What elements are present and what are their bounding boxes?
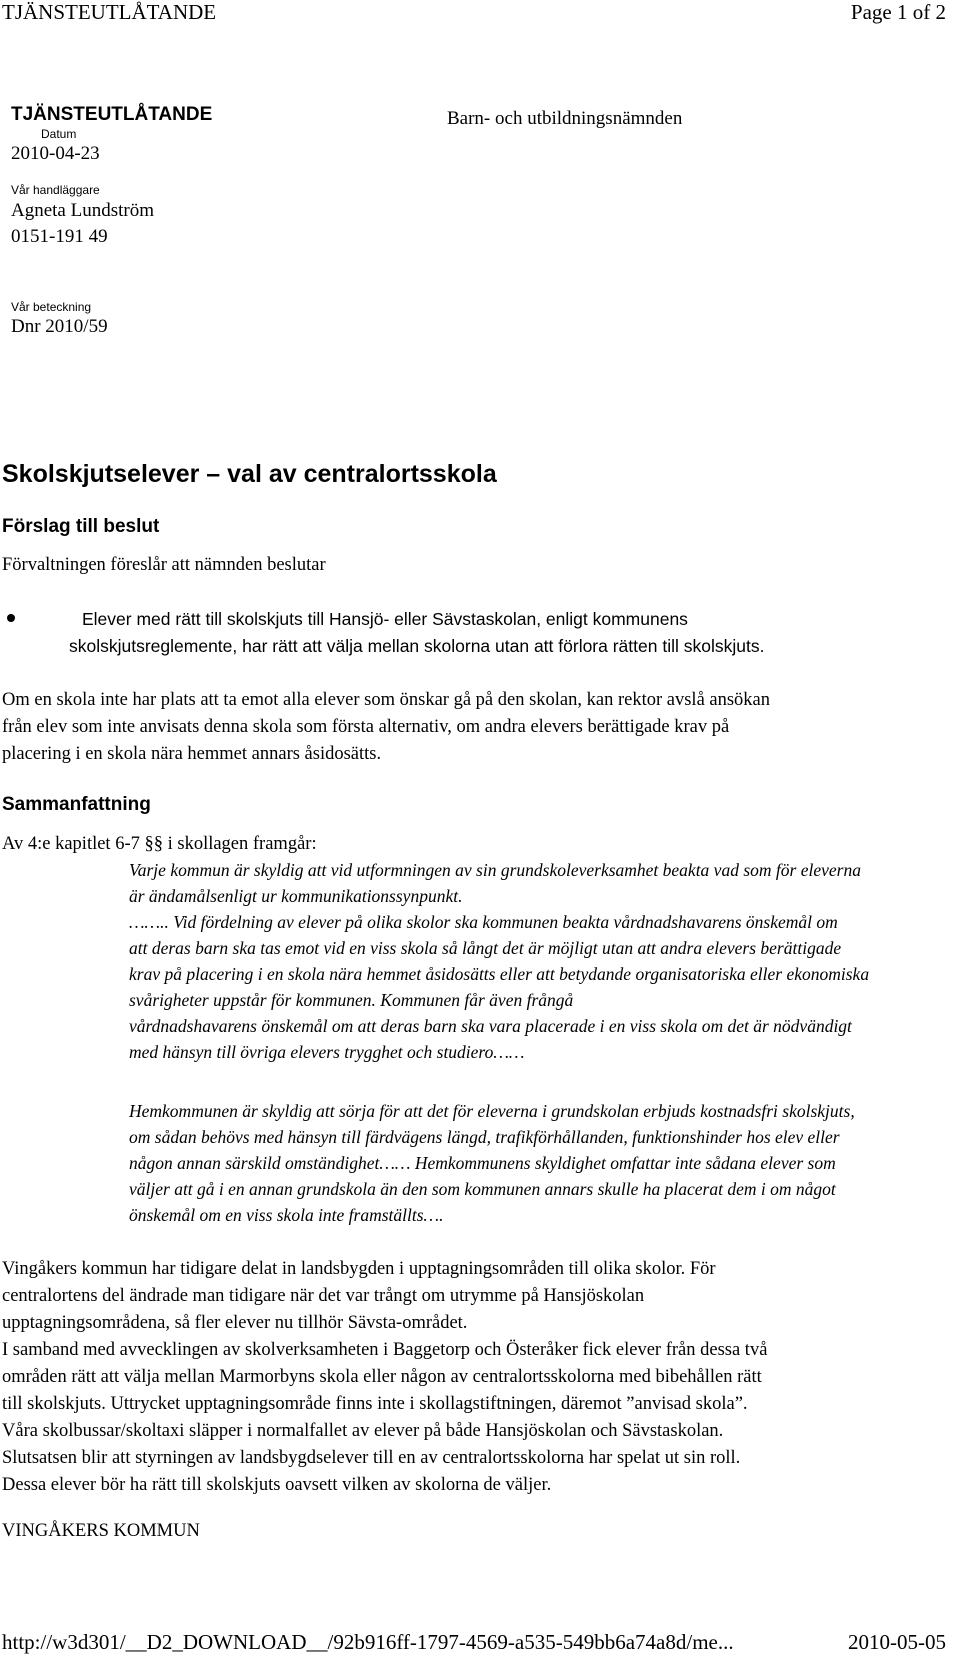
quote-line: Hemkommunen är skyldig att sörja för att det för eleverna i grundskolan erbjuds kostnadsfri skolskjuts, [129,1101,855,1121]
handler-label: Vår handläggare [11,183,100,197]
body-line: Våra skolbussar/skoltaxi släpper i normalfallet av elever på både Hansjöskolan och Sävstaskolan. [2,1421,724,1441]
body-line: Vingåkers kommun har tidigare delat in landsbygden i upptagningsområden till olika skolor. För [2,1259,716,1279]
quote-line: önskemål om en viss skola inte framställts…. [129,1205,444,1225]
body-line: Slutsatsen blir att styrningen av landsbygdselever till en av centralortsskolorna har spelat ut sin roll. [2,1448,741,1468]
proposal-intro: Förvaltningen föreslår att nämnden beslutar [2,555,326,575]
body-line: I samband med avvecklingen av skolverksamheten i Baggetorp och Österåker fick elever från dessa två [2,1340,768,1360]
summary-intro: Av 4:e kapitlet 6-7 §§ i skollagen framgår: [2,834,317,854]
reference-label: Vår beteckning [11,300,92,314]
handler-name: Agneta Lundström [11,200,155,221]
quote-line: om sådan behövs med hänsyn till färdvägens längd, trafikförhållanden, funktionshinder hos elev eller [129,1127,840,1147]
reference-value: Dnr 2010/59 [11,316,108,337]
bullet-line: Elever med rätt till skolskjuts till Hansjö- eller Sävstaskolan, enligt kommunens [82,609,688,629]
proposal-paragraph [2,687,942,768]
document-title: Skolskjutselever – val av centralortsskola [2,460,497,488]
print-header-page: Page 1 of 2 [850,0,946,24]
date-value: 2010-04-23 [11,143,100,164]
summary-heading: Sammanfattning [2,794,151,815]
paragraph-line: från elev som inte anvisats denna skola som första alternativ, om andra elevers berättigade krav på [2,717,730,737]
quote-line: med hänsyn till övriga elevers trygghet och studiero…… [129,1042,525,1062]
handler-phone: 0151-191 49 [11,226,108,247]
quote-line: svårigheter uppstår för kommunen. Kommunen får även frångå [129,990,574,1010]
proposal-heading: Förslag till beslut [2,516,160,537]
summary-body [2,1256,942,1499]
print-footer-date: 2010-05-05 [848,1630,946,1654]
paragraph-line: Om en skola inte har plats att ta emot alla elever som önskar gå på den skolan, kan rektor avslå ansökan [2,690,771,710]
print-header-title: TJÄNSTEUTLÅTANDE [2,0,217,24]
paragraph-line: placering i en skola nära hemmet annars åsidosätts. [2,744,382,764]
proposal-bullet [0,606,940,660]
quote-line: vårdnadshavarens önskemål om att deras barn ska vara placerade i en viss skola om det är nödvändigt [129,1016,852,1036]
body-line: områden rätt att välja mellan Marmorbyns skola eller någon av centralortsskolorna med bibehållen rätt [2,1367,762,1387]
law-quote-2 [129,1098,949,1228]
document-type: TJÄNSTEUTLÅTANDE [11,104,213,125]
quote-line: är ändamålsenligt ur kommunikationssynpunkt. [129,886,463,906]
quote-line: Varje kommun är skyldig att vid utformningen av sin grundskoleverksamhet beakta vad som för eleverna [129,860,861,880]
quote-line: någon annan särskild omständighet…… Hemkommunens skyldighet omfattar inte sådana elever som [129,1153,836,1173]
board-name: Barn- och utbildningsnämnden [447,108,683,129]
bullet-line: skolskjutsreglemente, har rätt att välja mellan skolorna utan att förlora rätten till skolskjuts. [69,636,765,656]
signature: VINGÅKERS KOMMUN [2,1521,200,1541]
quote-line: att deras barn ska tas emot vid en viss skola så långt det är möjligt utan att andra elevers berättigade [129,938,842,958]
body-line: Dessa elever bör ha rätt till skolskjuts oavsett vilken av skolorna de väljer. [2,1475,552,1495]
body-line: till skolskjuts. Uttrycket upptagningsområde finns inte i skollagstiftningen, däremot ”anvisad skola”. [2,1394,748,1414]
quote-line: väljer att gå i en annan grundskola än den som kommunen annars skulle ha placerat dem i om något [129,1179,836,1199]
body-line: upptagningsområdena, så fler elever nu tillhör Sävsta-området. [2,1313,468,1333]
body-line: centralortens del ändrade man tidigare när det var trångt om utrymme på Hansjöskolan [2,1286,645,1306]
quote-line: …….. Vid fördelning av elever på olika skolor ska kommunen beakta vårdnadshavarens önskemål om [129,912,838,932]
date-label: Datum [41,127,77,141]
law-quote-1 [129,857,949,1065]
print-footer-url: http://w3d301/__D2_DOWNLOAD__/92b916ff-1797-4569-a535-549bb6a74a8d/me... [2,1630,734,1654]
quote-line: krav på placering i en skola nära hemmet åsidosätts eller att betydande organisatoriska eller ekonomiska [129,964,870,984]
